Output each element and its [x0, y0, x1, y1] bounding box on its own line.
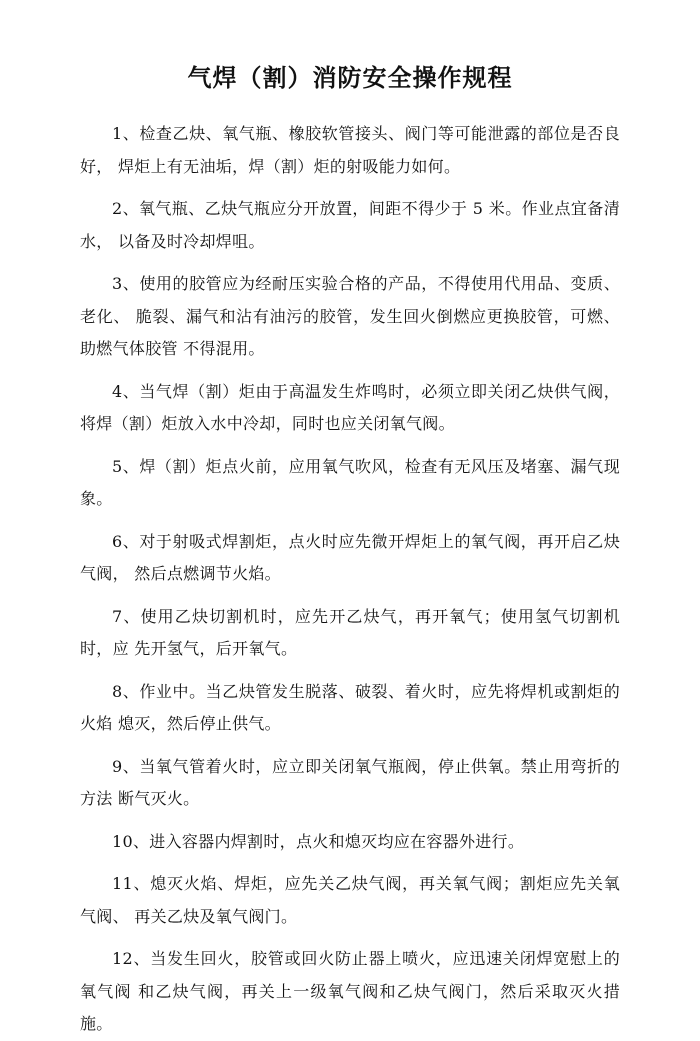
rule-5: 5、焊（割）炬点火前，应用氧气吹风，检查有无风压及堵塞、漏气现象。	[80, 456, 620, 508]
rule-3: 3、使用的胶管应为经耐压实验合格的产品，不得使用代用品、变质、老化、 脆裂、漏气和沾有油污的胶管，发生回火倒燃应更换胶管，可燃、助燃气体胶管 不得混用。	[80, 274, 620, 358]
rule-12: 12、当发生回火，胶管或回火防止器上喷火，应迅速关闭焊宽慰上的氧气阀 和乙炔气阀，再关上一级氧气阀和乙炔气阀门，然后采取灭火措施。	[80, 949, 620, 1033]
rule-4: 4、当气焊（割）炬由于高温发生炸鸣时，必须立即关闭乙炔供气阀，将焊（割）炬放入水中冷却，同时也应关闭氧气阀。	[80, 381, 620, 433]
rule-8: 8、作业中。当乙炔管发生脱落、破裂、着火时，应先将焊机或割炬的火焰 熄灭，然后停止供气。	[80, 681, 620, 733]
rule-2: 2、氧气瓶、乙炔气瓶应分开放置，间距不得少于 5 米。作业点宜备清水， 以备及时冷却焊咀。	[80, 199, 620, 251]
rules-list	[80, 118, 620, 1041]
document-title: 气焊（割）消防安全操作规程	[187, 64, 513, 92]
rule-11: 11、熄灭火焰、焊炬，应先关乙炔气阀，再关氧气阀；割炬应先关氧气阀、 再关乙炔及氧气阀门。	[80, 874, 620, 926]
rule-7: 7、使用乙炔切割机时，应先开乙炔气，再开氧气；使用氢气切割机时，应 先开氢气，后开氧气。	[80, 606, 620, 658]
rule-10: 10、进入容器内焊割时，点火和熄灭均应在容器外进行。	[112, 831, 525, 851]
rule-1: 1、检查乙炔、氧气瓶、橡胶软管接头、阀门等可能泄露的部位是否良好， 焊炬上有无油垢，焊（割）炬的射吸能力如何。	[80, 124, 620, 176]
rule-6: 6、对于射吸式焊割炬，点火时应先微开焊炬上的氧气阀，再开启乙炔气阀， 然后点燃调节火焰。	[80, 531, 620, 583]
rule-9: 9、当氧气管着火时，应立即关闭氧气瓶阀，停止供氧。禁止用弯折的方法 断气灭火。	[80, 756, 620, 808]
